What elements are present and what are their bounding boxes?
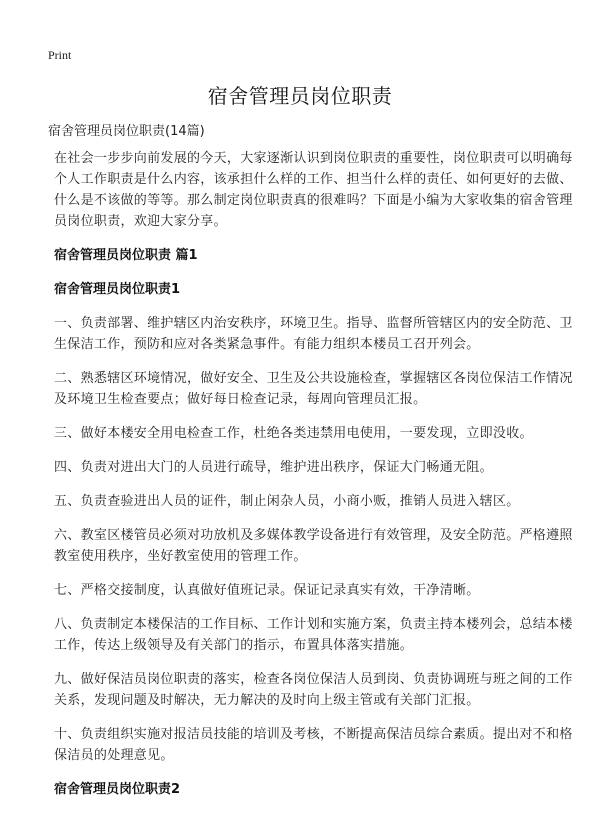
print-label: Print	[48, 48, 72, 62]
duty-item: 三、做好本楼安全用电检查工作，杜绝各类违禁用电使用，一要发现，立即没收。	[54, 426, 533, 441]
duty-item: 五、负责查验进出人员的证件，制止闲杂人员，小商小贩，推销人员进入辖区。	[54, 494, 520, 509]
duty-item: 四、负责对进出大门的人员进行疏导，维护进出秩序，保证大门畅通无阻。	[54, 460, 493, 475]
duty-item: 十、负责组织实施对报洁员技能的培训及考核，不断提高保洁员综合素质。提出对不和格保洁员的处理意见。	[54, 727, 573, 763]
document-body	[54, 148, 574, 813]
duty-item: 九、做好保洁员岗位职责的落实，检查各岗位保洁人员到岗、负责协调班与班之间的工作关系，发现问题及时解决，无力解决的及时向上级主管或有关部门汇报。	[54, 672, 573, 708]
sub-heading-1: 宿舍管理员岗位职责1	[54, 282, 181, 297]
duty-item: 六、教室区楼管员必须对功放机及多媒体教学设备进行有效管理，及安全防范。严格遵照教室使用秩序，坐好教室使用的管理工作。	[54, 528, 573, 564]
page-title: 宿舍管理员岗位职责	[207, 84, 393, 108]
intro-paragraph: 在社会一步步向前发展的今天，大家逐渐认识到岗位职责的重要性，岗位职责可以明确每个人工作职责是什么内容，该承担什么样的工作、担当什么样的责任、如何更好的去做、什么是不该做的等等。那么制定岗位职责真的很难吗？下面是小编为大家收集的宿舍管理员岗位职责，欢迎大家分享。	[54, 151, 573, 229]
sub-heading-2: 宿舍管理员岗位职责2	[54, 782, 181, 797]
duty-item: 二、熟悉辖区环境情况，做好安全、卫生及公共设施检查，掌握辖区各岗位保洁工作情况及环境卫生检查要点；做好每日检查记录，每周向管理员汇报。	[54, 371, 573, 407]
duty-item: 八、负责制定本楼保洁的工作目标、工作计划和实施方案，负责主持本楼列会，总结本楼工作，传达上级领导及有关部门的指示，布置具体落实措施。	[54, 617, 573, 653]
section-heading: 宿舍管理员岗位职责 篇1	[54, 248, 198, 263]
duty-item: 一、负责部署、维护辖区内治安秩序，环境卫生。指导、监督所管辖区内的安全防范、卫生保洁工作，预防和应对各类紧急事件。有能力组织本楼员工召开列会。	[54, 316, 573, 352]
document-subtitle: 宿舍管理员岗位职责(14篇)	[48, 124, 205, 139]
duty-item: 七、严格交接制度，认真做好值班记录。保证记录真实有效，干净清晰。	[54, 583, 480, 598]
